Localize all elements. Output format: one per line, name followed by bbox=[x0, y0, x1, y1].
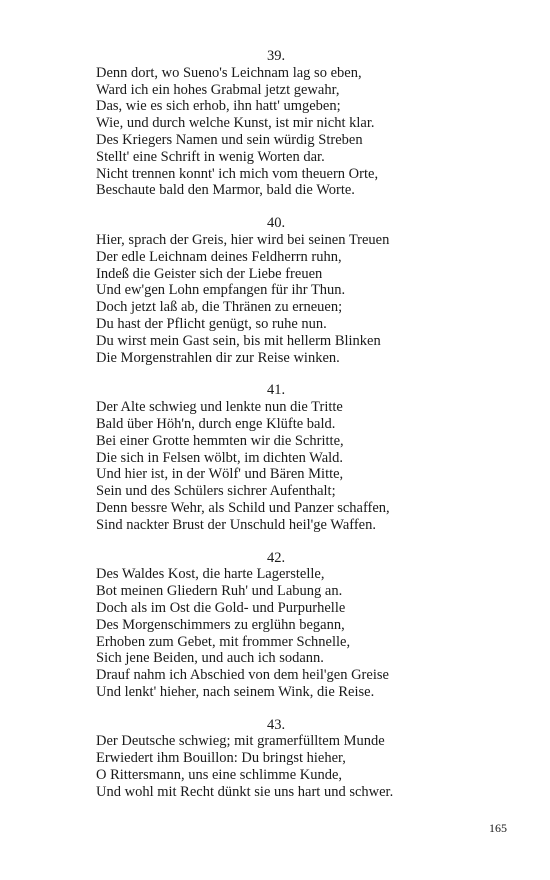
verse-line: Ward ich ein hohes Grabmal jetzt gewahr, bbox=[96, 81, 340, 98]
verse-line: Du hast der Pflicht genügt, so ruhe nun. bbox=[96, 315, 327, 332]
stanza-43 bbox=[96, 717, 456, 801]
verse-line: Erwiedert ihm Bouillon: Du bringst hieher, bbox=[96, 750, 346, 767]
stanza-number: 39. bbox=[266, 48, 286, 64]
verse-line: Sein und des Schülers sichrer Aufenthalt; bbox=[96, 483, 336, 500]
verse-line: Und ew'gen Lohn empfangen für ihr Thun. bbox=[96, 282, 346, 299]
verse-line: Du wirst mein Gast sein, bis mit hellerm Blinken bbox=[96, 332, 381, 349]
verse-line: Bald über Höh'n, durch enge Klüfte bald. bbox=[96, 415, 336, 432]
stanza-41 bbox=[96, 382, 456, 533]
stanza-number: 43. bbox=[266, 716, 286, 733]
verse-line: Beschaute bald den Marmor, bald die Worte. bbox=[96, 182, 355, 199]
page-number: 165 bbox=[489, 821, 507, 835]
verse-line: O Rittersmann, uns eine schlimme Kunde, bbox=[96, 767, 343, 784]
verse-line: Denn bessre Wehr, als Schild und Panzer schaffen, bbox=[96, 499, 390, 516]
verse-line: Indeß die Geister sich der Liebe freuen bbox=[96, 265, 323, 282]
verse-line: Doch jetzt laß ab, die Thränen zu erneuen; bbox=[96, 299, 343, 316]
verse-line: Des Waldes Kost, die harte Lagerstelle, bbox=[96, 566, 325, 583]
verse-line: Wie, und durch welche Kunst, ist mir nicht klar. bbox=[96, 115, 375, 132]
poem-text bbox=[96, 48, 456, 817]
verse-line: Des Morgenschimmers zu erglühn begann, bbox=[96, 616, 345, 633]
verse-line: Die sich in Felsen wölbt, im dichten Wald. bbox=[96, 449, 344, 466]
verse-line: Denn dort, wo Sueno's Leichnam lag so eben, bbox=[96, 64, 362, 81]
stanza-number: 41. bbox=[266, 382, 286, 399]
verse-line: Der edle Leichnam deines Feldherrn ruhn, bbox=[96, 248, 342, 265]
stanza-40 bbox=[96, 215, 456, 366]
verse-line: Drauf nahm ich Abschied von dem heil'gen Greise bbox=[96, 667, 389, 684]
verse-line: Der Alte schwieg und lenkte nun die Tritte bbox=[96, 399, 343, 416]
verse-line: Sind nackter Brust der Unschuld heil'ge Waffen. bbox=[96, 516, 376, 533]
stanza-39 bbox=[96, 48, 456, 199]
verse-line: Des Kriegers Namen und sein würdig Streben bbox=[96, 131, 363, 148]
verse-line: Und hier ist, in der Wölf' und Bären Mitte, bbox=[96, 466, 344, 483]
verse-line: Erhoben zum Gebet, mit frommer Schnelle, bbox=[96, 633, 351, 650]
verse-line: Stellt' eine Schrift in wenig Worten dar. bbox=[96, 148, 325, 165]
verse-line: Nicht trennen konnt' ich mich vom theuern Orte, bbox=[96, 165, 379, 182]
verse-line: Sich jene Beiden, und auch ich sodann. bbox=[96, 650, 324, 667]
stanza-number: 42. bbox=[266, 549, 286, 566]
verse-line: Bei einer Grotte hemmten wir die Schritte, bbox=[96, 432, 344, 449]
verse-line: Das, wie es sich erhob, ihn hatt' umgeben; bbox=[96, 98, 341, 115]
verse-line: Und lenkt' hieher, nach seinem Wink, die Reise. bbox=[96, 683, 375, 700]
stanza-42 bbox=[96, 550, 456, 701]
verse-line: Die Morgenstrahlen dir zur Reise winken. bbox=[96, 349, 340, 366]
verse-line: Doch als im Ost die Gold- und Purpurhelle bbox=[96, 599, 346, 616]
verse-line: Der Deutsche schwieg; mit gramerfülltem Munde bbox=[96, 733, 385, 750]
verse-line: Hier, sprach der Greis, hier wird bei seinen Treuen bbox=[96, 231, 390, 248]
verse-line: Und wohl mit Recht dünkt sie uns hart und schwer. bbox=[96, 783, 394, 800]
verse-line: Bot meinen Gliedern Ruh' und Labung an. bbox=[96, 583, 343, 600]
stanza-number: 40. bbox=[266, 215, 286, 232]
